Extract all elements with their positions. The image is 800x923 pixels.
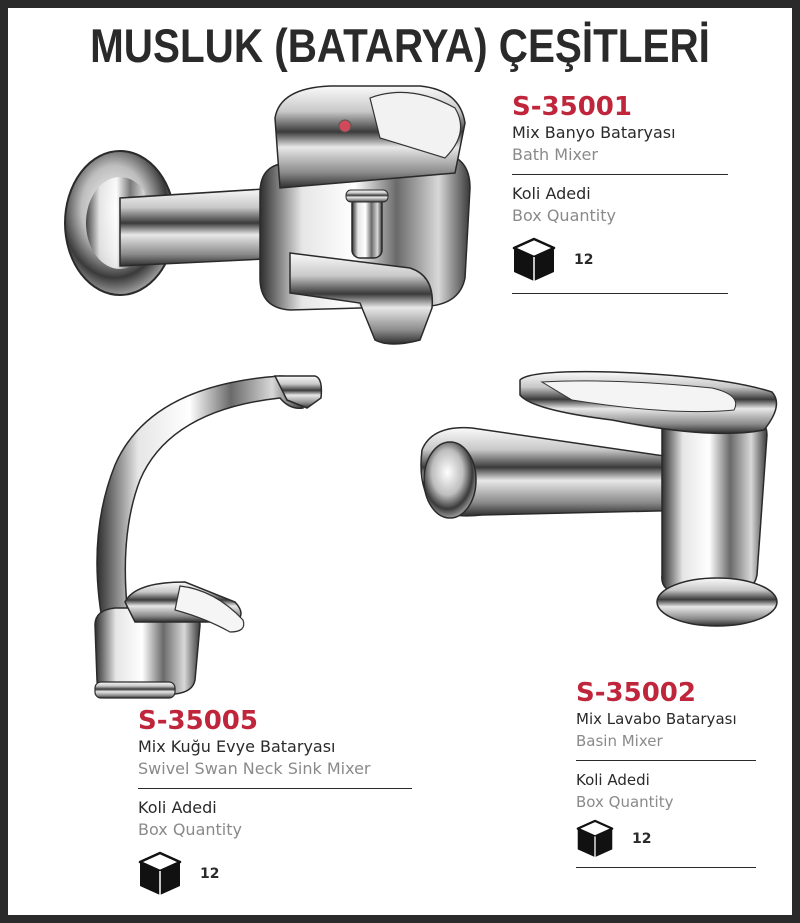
qty-value: 12 <box>200 866 220 882</box>
qty-row <box>138 851 412 897</box>
product-name-tr: Mix Banyo Bataryası <box>512 123 676 142</box>
qty-label-tr: Koli Adedi <box>576 771 650 789</box>
product-name-en: Bath Mixer <box>512 145 598 164</box>
swan-neck-sink-mixer-faucet <box>75 370 335 705</box>
product-code: S-35001 <box>512 92 632 122</box>
bath-mixer-faucet <box>60 78 500 353</box>
product-name-en: Swivel Swan Neck Sink Mixer <box>138 759 371 778</box>
qty-value: 12 <box>574 252 594 268</box>
page-title: MUSLUK (BATARYA) ÇEŞİTLERİ <box>90 19 710 72</box>
qty-label-tr: Koli Adedi <box>138 798 217 817</box>
product-code: S-35002 <box>576 678 696 708</box>
divider-bottom <box>576 867 756 868</box>
divider <box>576 760 756 761</box>
product-card-bath-mixer <box>512 92 728 302</box>
divider <box>138 788 412 789</box>
product-code: S-35005 <box>138 706 258 736</box>
qty-label-en: Box Quantity <box>138 820 242 839</box>
product-name-en: Basin Mixer <box>576 732 663 750</box>
product-card-swan-neck-sink-mixer <box>138 706 412 897</box>
qty-label-en: Box Quantity <box>512 206 616 225</box>
qty-row <box>576 819 756 859</box>
box-icon <box>512 237 556 283</box>
divider <box>512 174 728 175</box>
qty-label-tr: Koli Adedi <box>512 184 591 203</box>
qty-value: 12 <box>632 831 652 847</box>
product-card-basin-mixer <box>576 678 756 876</box>
product-name-tr: Mix Lavabo Bataryası <box>576 710 737 728</box>
box-icon <box>138 851 182 897</box>
qty-label-en: Box Quantity <box>576 793 674 811</box>
product-name-tr: Mix Kuğu Evye Bataryası <box>138 737 336 756</box>
qty-row <box>512 237 728 283</box>
divider-bottom <box>512 293 728 294</box>
box-icon <box>576 819 614 859</box>
basin-mixer-faucet <box>412 370 782 630</box>
